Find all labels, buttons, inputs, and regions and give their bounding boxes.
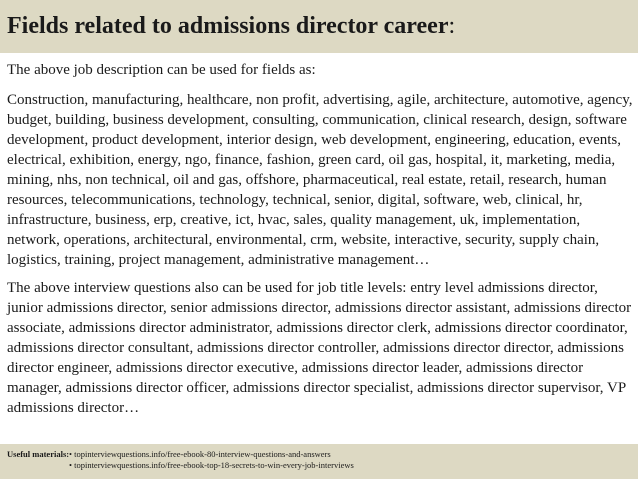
footer-bar xyxy=(0,444,638,479)
footer-label-spacer xyxy=(7,460,69,471)
page-title-colon: : xyxy=(448,13,456,39)
footer-row-2 xyxy=(7,460,638,471)
footer-row-1 xyxy=(7,449,638,460)
content-body xyxy=(7,60,633,418)
footer-link-ebook-80-questions[interactable]: • topinterviewquestions.info/free-ebook-80-interview-questions-and-answers xyxy=(69,449,331,459)
title-bar xyxy=(0,0,638,53)
useful-materials-label: Useful materials: xyxy=(7,449,70,459)
page-title xyxy=(7,12,638,40)
page-title-text: Fields related to admissions director career xyxy=(7,13,449,39)
fields-paragraph: Construction, manufacturing, healthcare, non profit, advertising, agile, architecture, automotive, agency, budget, building, business development, consulting, communication, clinical research, design, software development, product development, interior design, web development, engineering, education, events, electrical, exhibition, energy, ngo, finance, fashion, green card, oil gas, hospital, it, marketing, media, mining, nhs, non technical, oil and gas, offshore, pharmaceutical, real estate, retail, research, human resources, telecommunications, technology, technical, senior, digital, software, web, clinical, hr, infrastructure, business, erp, creative, ict, hvac, sales, quality management, uk, implementation, network, operations, architectural, environmental, crm, website, interactive, security, supply chain, logistics, training, project management, administrative management… xyxy=(7,92,633,268)
intro-paragraph: The above job description can be used for fields as: xyxy=(7,62,316,78)
levels-paragraph: The above interview questions also can be used for job title levels: entry level admissions director, junior admissions director, senior admissions director, admissions director assistant, admissions director associate, admissions director administrator, admissions director clerk, admissions director coordinator, admissions director consultant, admissions director controller, admissions director director, admissions director engineer, admissions director executive, admissions director leader, admissions director manager, admissions director officer, admissions director specialist, admissions director supervisor, VP admissions director… xyxy=(7,280,632,416)
footer-link-ebook-18-secrets[interactable]: • topinterviewquestions.info/free-ebook-top-18-secrets-to-win-every-job-interviews xyxy=(69,460,354,470)
